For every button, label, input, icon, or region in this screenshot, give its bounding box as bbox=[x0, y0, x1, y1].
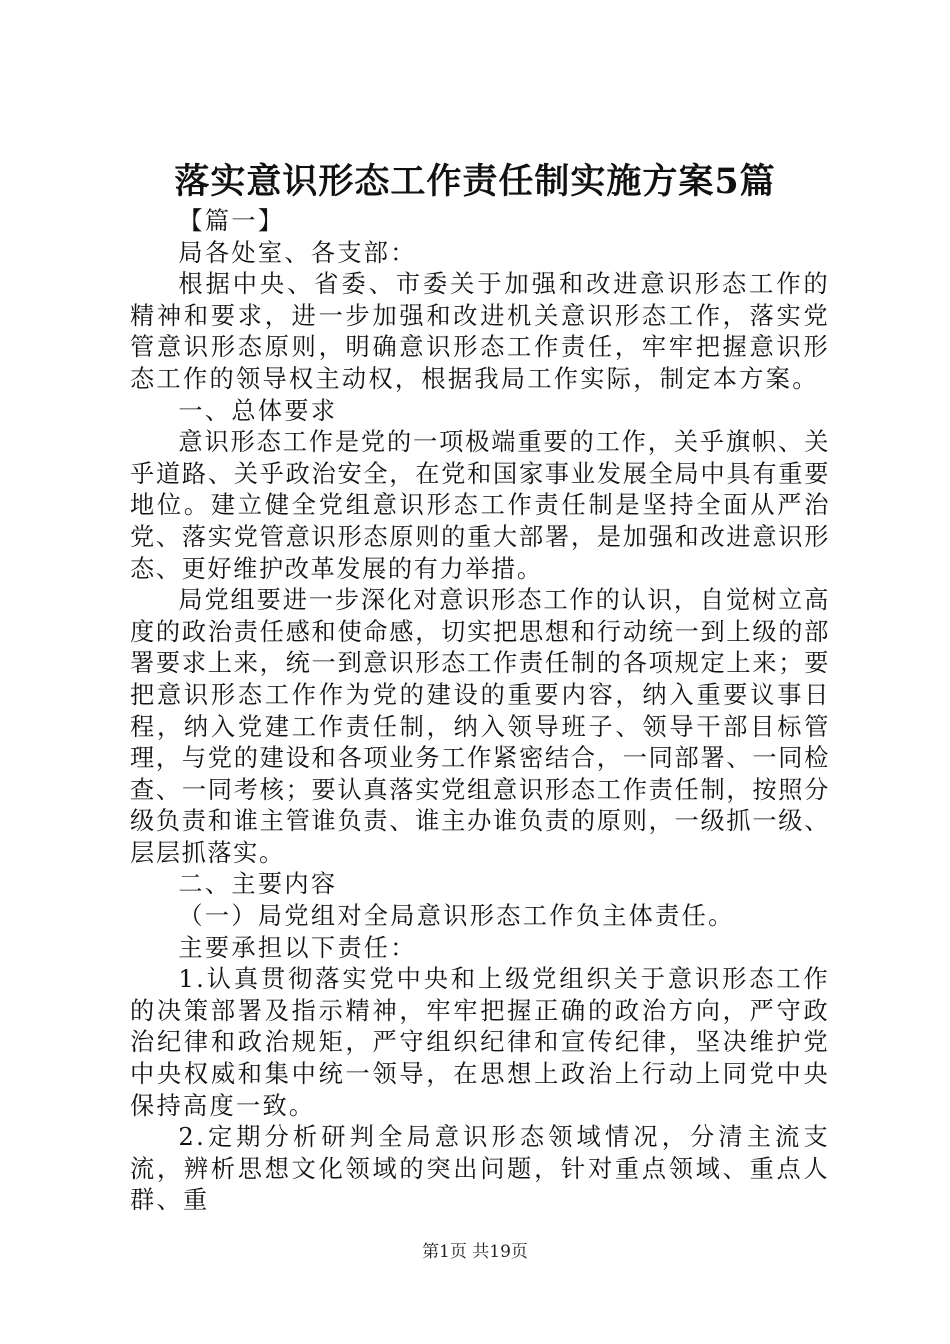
body-paragraph: 主要承担以下责任： bbox=[178, 933, 417, 962]
salutation: 局各处室、各支部： bbox=[178, 238, 417, 267]
body-paragraph: 根据中央、省委、市委关于加强和改进意识形态工作的精神和要求，进一步加强和改进机关意识形态工作，落实党管意识形态原则，明确意识形态工作责任，牢牢把握意识形态工作的领导权主动权，根据我局工作实际，制定本方案。 bbox=[130, 270, 830, 393]
list-item: 2.定期分析研判全局意识形态领域情况，分清主流支流，辨析思想文化领域的突出问题，针对重点领域、重点人群、重 bbox=[130, 1123, 830, 1215]
body-paragraph: 意识形态工作是党的一项极端重要的工作，关乎旗帜、关乎道路、关乎政治安全，在党和国家事业发展全局中具有重要地位。建立健全党组意识形态工作责任制是坚持全面从严治党、落实党管意识形态原则的重大部署，是加强和改进意识形态、更好维护改革发展的有力举措。 bbox=[130, 428, 830, 583]
page-footer: 第1页 共19页 bbox=[422, 1242, 528, 1262]
section-heading: 一、总体要求 bbox=[178, 396, 338, 425]
subsection-heading: （一）局党组对全局意识形态工作负主体责任。 bbox=[178, 902, 735, 931]
section-heading: 二、主要内容 bbox=[178, 870, 338, 899]
list-item: 1.认真贯彻落实党中央和上级党组织关于意识形态工作的决策部署及指示精神，牢牢把握正确的政治方向，严守政治纪律和政治规矩，严守组织纪律和宣传纪律，坚决维护党中央权威和集中统一领导，在思想上政治上行动上同党中央保持高度一致。 bbox=[130, 965, 830, 1120]
document-title: 落实意识形态工作责任制实施方案5篇 bbox=[174, 161, 776, 202]
section-label: 【篇一】 bbox=[178, 207, 285, 235]
document-body bbox=[130, 206, 830, 1217]
body-paragraph: 局党组要进一步深化对意识形态工作的认识，自觉树立高度的政治责任感和使命感，切实把思想和行动统一到上级的部署要求上来，统一到意识形态工作责任制的各项规定上来；要把意识形态工作作为党的建设的重要内容，纳入重要议事日程，纳入党建工作责任制，纳入领导班子、领导干部目标管理，与党的建设和各项业务工作紧密结合，一同部署、一同检查、一同考核；要认真落实党组意识形态工作责任制，按照分级负责和谁主管谁负责、谁主办谁负责的原则，一级抓一级、层层抓落实。 bbox=[130, 586, 830, 867]
